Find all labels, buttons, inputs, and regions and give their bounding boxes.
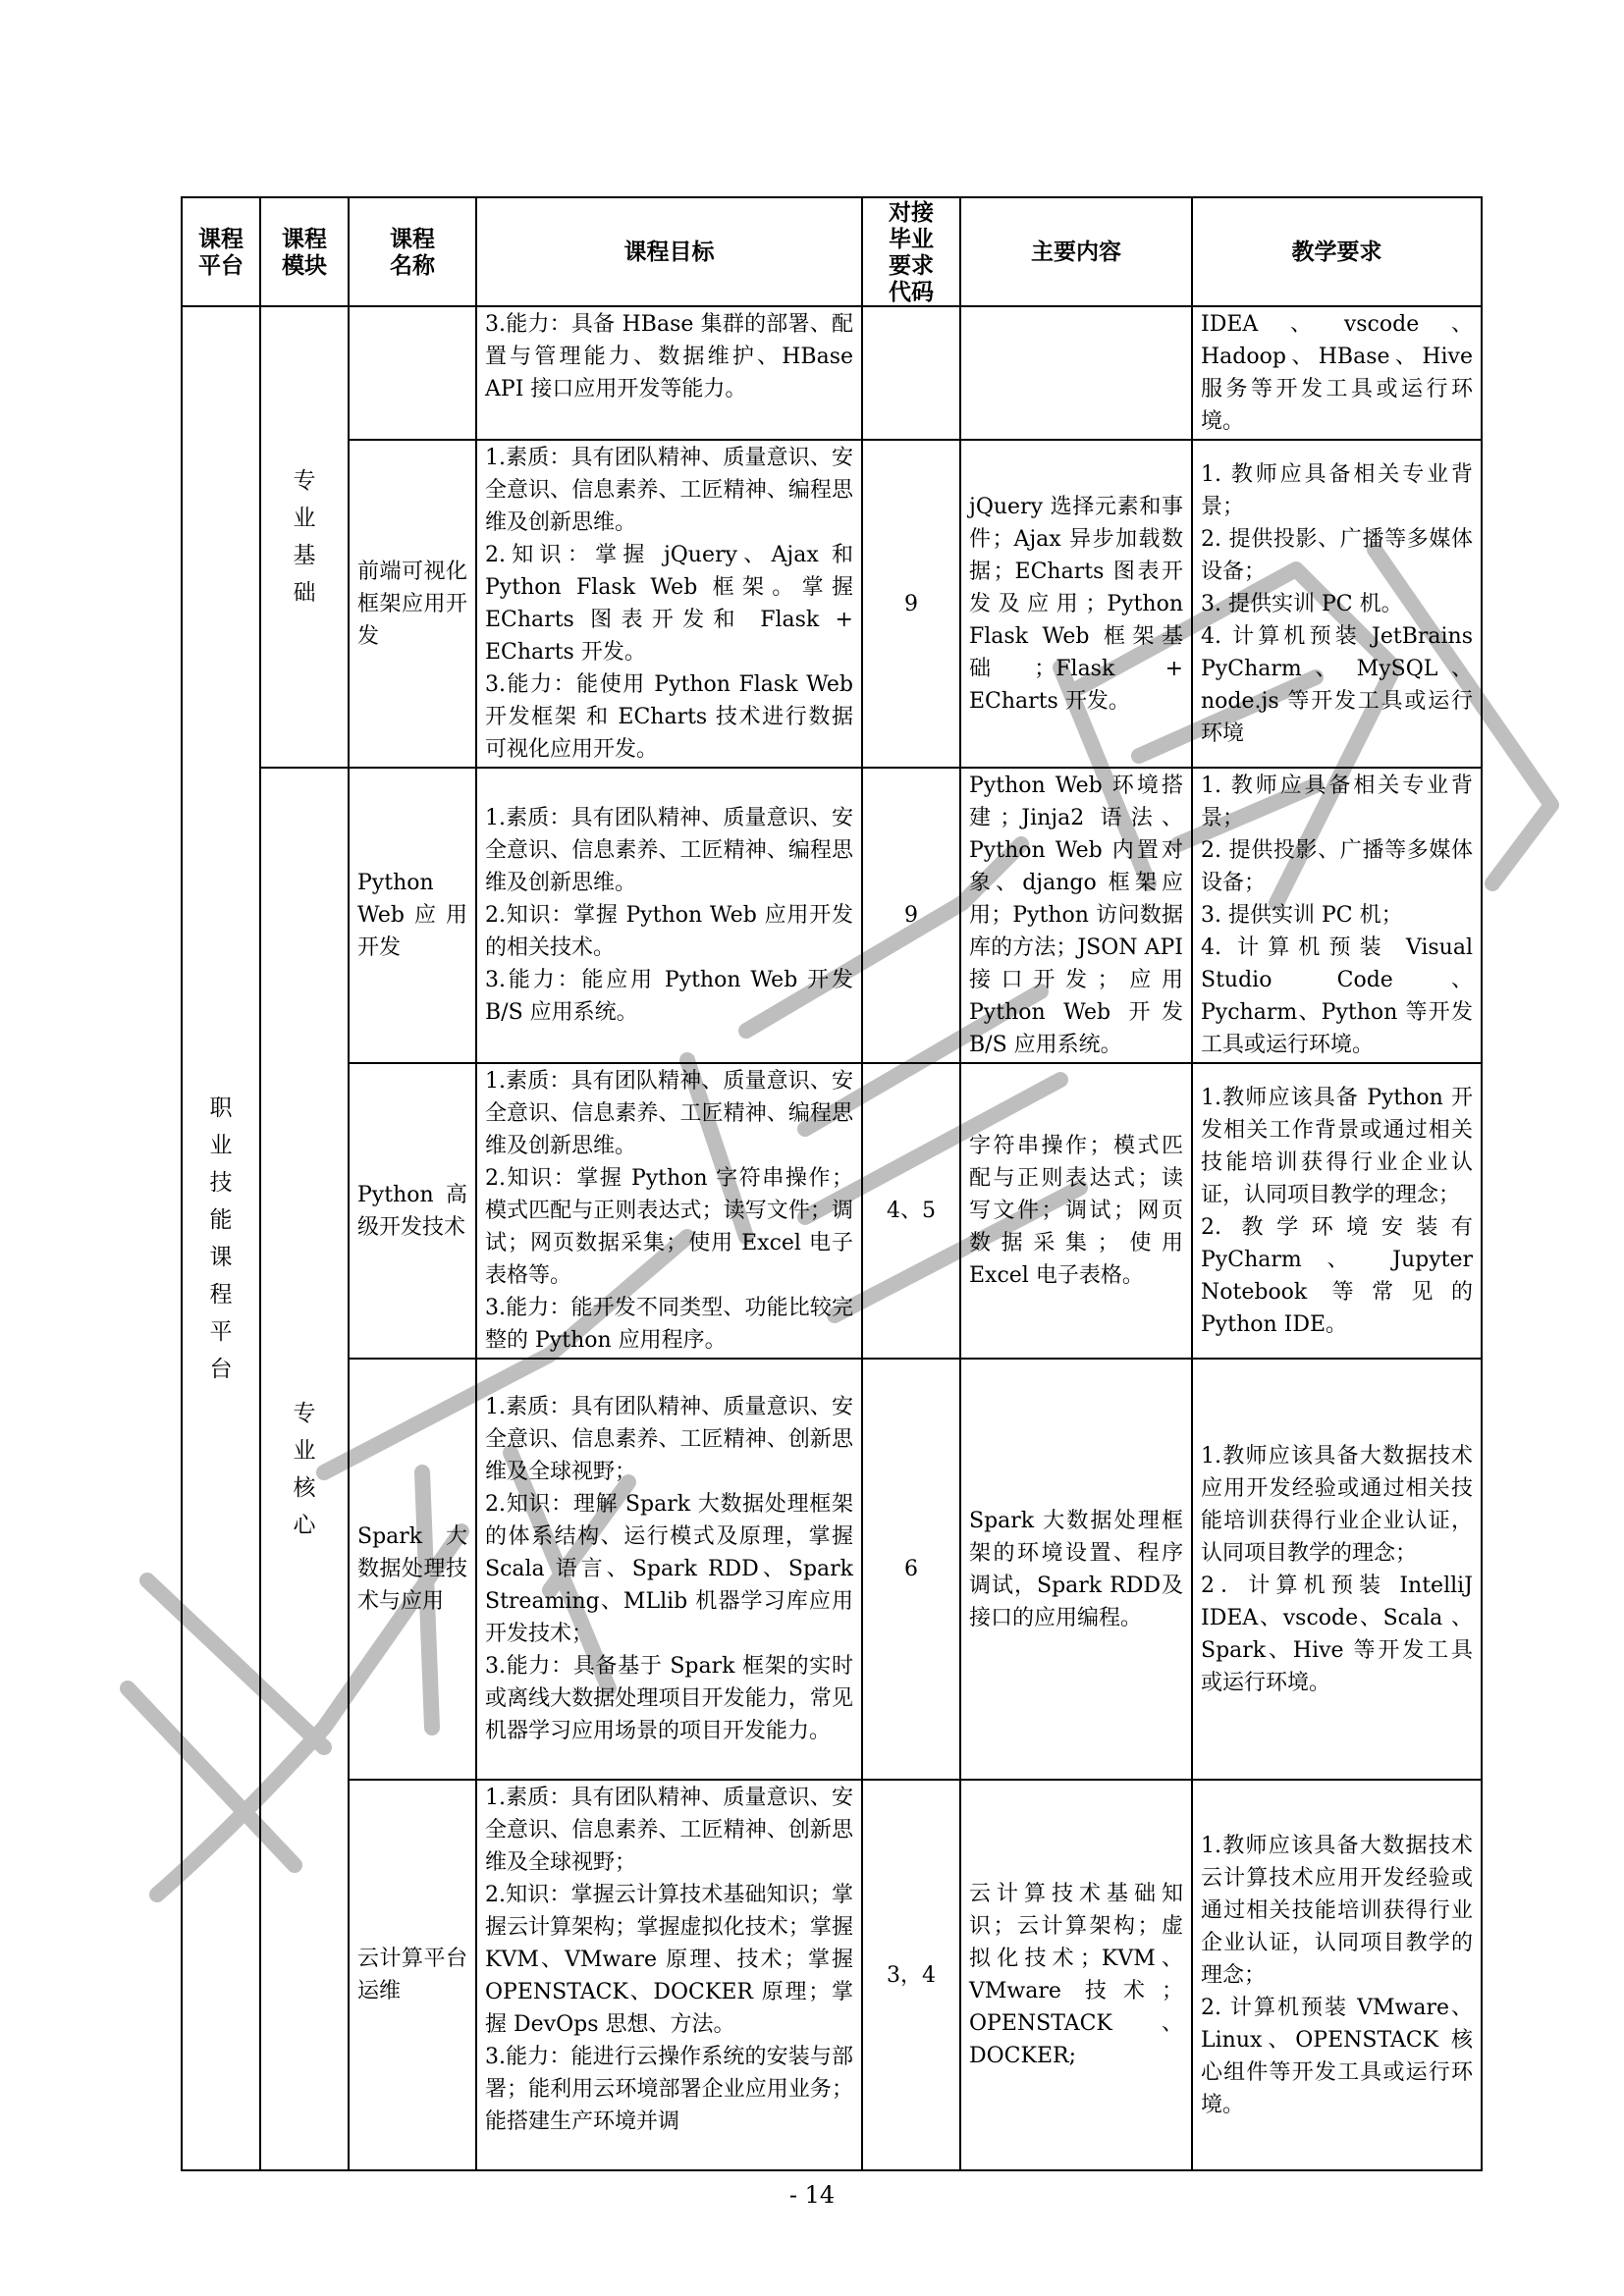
course-name: 云计算平台运维 — [357, 1947, 467, 2003]
module-basic-cell — [260, 306, 349, 768]
course-content: 字符串操作；模式匹配与正则表达式；读写文件；调试；网页数据采集；使用 Excel 电子表格。 — [969, 1134, 1183, 1288]
header-platform: 课程 平台 — [182, 197, 260, 306]
goal-item: 3.能力：具备 HBase 集群的部署、配置与管理能力、数据维护、HBase API 接口应用开发等能力。 — [485, 312, 853, 401]
course-content-cell — [960, 768, 1192, 1063]
course-requirement-cell — [1192, 440, 1482, 768]
goal-item: 3.能力：能应用 Python Web 开发 B/S 应用系统。 — [485, 968, 853, 1025]
course-code-cell — [862, 306, 960, 440]
course-goal-cell — [476, 768, 862, 1063]
goal-item: 3.能力：能使用 Python Flask Web 开发框架 和 ECharts 技术进行数据可视化应用开发。 — [485, 672, 853, 762]
course-content: jQuery 选择元素和事件；Ajax 异步加载数据；ECharts 图表开发及应用；Python Flask Web 框架基础；Flask + ECharts 开发。 — [969, 494, 1183, 714]
table-row — [182, 1063, 1482, 1359]
course-requirement-cell — [1192, 1359, 1482, 1780]
module-core-cell — [260, 768, 349, 2170]
header-module: 课程 模块 — [260, 197, 349, 306]
requirement-item: 2. 计算机预装 VMware、Linux、OPENSTACK 核心组件等开发工具或运行环境。 — [1201, 1995, 1473, 2117]
module-basic-label: 专 业 基 础 — [293, 468, 316, 606]
course-requirement-cell — [1192, 768, 1482, 1063]
header-name: 课程 名称 — [349, 197, 476, 306]
goal-item: 1.素质：具有团队精神、质量意识、安全意识、信息素养、工匠精神、创新思维及全球视野； — [485, 1395, 853, 1484]
requirement-item: 1. 教师应具备相关专业背景； — [1201, 774, 1473, 830]
page-number: - 14 — [788, 2181, 836, 2209]
goal-item: 3.能力：能进行云操作系统的安装与部署；能利用云环境部署企业应用业务；能搭建生产环境并调 — [485, 2045, 853, 2134]
platform-label: 职 业 技 能 课 程 平 台 — [209, 1095, 233, 1382]
module-core-label: 专 业 核 心 — [293, 1400, 316, 1538]
goal-item: 2.知识：掌握 Python 字符串操作；模式匹配与正则表达式；读写文件；调试；网页数据采集；使用 Excel 电子表格等。 — [485, 1166, 853, 1288]
table-row — [182, 1780, 1482, 2170]
table-row — [182, 440, 1482, 768]
goal-item: 2.知识：掌握云计算技术基础知识；掌握云计算架构；掌握虚拟化技术；掌握 KVM、VMware 原理、技术；掌握 OPENSTACK、DOCKER 原理；掌握 DevOps 思想、方法。 — [485, 1883, 853, 2037]
course-content: 云计算技术基础知识；云计算架构；虚拟化技术；KVM、VMware 技术；OPENSTACK、DOCKER; — [969, 1882, 1183, 2068]
requirement-item: 4. 计算机预装 Visual Studio Code、Pycharm、Python 等开发工具或运行环境。 — [1201, 935, 1473, 1057]
requirement-item: 3. 提供实训 PC 机。 — [1201, 591, 1403, 616]
course-code-cell: 4、5 — [862, 1063, 960, 1359]
goal-item: 3.能力：能开发不同类型、功能比较完整的 Python 应用程序。 — [485, 1296, 853, 1353]
course-content: Python Web 环境搭建；Jinja2 语法、Python Web 内置对象、django 框架应用；Python 访问数据库的方法；JSON API 接口开发；应用 Python Web 开发 B/S 应用系统。 — [969, 774, 1183, 1057]
table-header-row — [182, 197, 1482, 306]
course-name: Spark 大数据处理技术与应用 — [357, 1524, 467, 1614]
course-name-cell — [349, 768, 476, 1063]
course-name-cell — [349, 1359, 476, 1780]
course-code-cell: 6 — [862, 1359, 960, 1780]
requirement-item: 3. 提供实训 PC 机； — [1201, 903, 1403, 928]
course-goal-cell — [476, 1780, 862, 2170]
course-requirement-cell — [1192, 1780, 1482, 2170]
course-content-cell — [960, 1780, 1192, 2170]
requirement-item: 1.教师应该具备大数据技术云计算技术应用开发经验或通过相关技能培训获得行业企业认证，认同项目教学的理念； — [1201, 1833, 1473, 1988]
goal-item: 1.素质：具有团队精神、质量意识、安全意识、信息素养、工匠精神、编程思维及创新思维。 — [485, 1069, 853, 1158]
course-goal-cell — [476, 306, 862, 440]
course-name: 前端可视化框架应用开发 — [357, 559, 467, 649]
course-name-cell — [349, 1780, 476, 2170]
course-content-cell — [960, 306, 1192, 440]
goal-item: 3.能力：具备基于 Spark 框架的实时或离线大数据处理项目开发能力，常见机器学习应用场景的项目开发能力。 — [485, 1654, 853, 1743]
goal-item: 2.知识：理解 Spark 大数据处理框架的体系结构、运行模式及原理，掌握 Scala 语言、Spark RDD、Spark Streaming、MLlib 机器学习库应用开发技术； — [485, 1492, 853, 1646]
requirement-item: 4. 计算机预装 JetBrains PyCharm 、 MySQL 、node.js 等开发工具或运行环境 — [1201, 623, 1473, 746]
course-content-cell — [960, 440, 1192, 768]
course-table — [181, 196, 1483, 2171]
goal-item: 1.素质：具有团队精神、质量意识、安全意识、信息素养、工匠精神、创新思维及全球视野； — [485, 1786, 853, 1875]
course-requirement-cell — [1192, 1063, 1482, 1359]
goal-item: 1.素质：具有团队精神、质量意识、安全意识、信息素养、工匠精神、编程思维及创新思维。 — [485, 446, 853, 535]
course-goal-cell — [476, 1063, 862, 1359]
course-code-cell: 9 — [862, 768, 960, 1063]
course-code-cell: 9 — [862, 440, 960, 768]
header-requirement: 教学要求 — [1192, 197, 1482, 306]
requirement-item: 2．计算机预装 IntelliJ IDEA、vscode、Scala 、Spark、Hive 等开发工具或运行环境。 — [1201, 1573, 1473, 1695]
goal-item: 2.知识：掌握 Python Web 应用开发的相关技术。 — [485, 903, 853, 960]
table-row — [182, 768, 1482, 1063]
course-name-cell — [349, 440, 476, 768]
course-name-cell — [349, 1063, 476, 1359]
course-name — [350, 372, 475, 374]
course-content — [961, 372, 1191, 374]
header-goal: 课程目标 — [476, 197, 862, 306]
table-row — [182, 1359, 1482, 1780]
course-goal-cell — [476, 440, 862, 768]
goal-item: 1.素质：具有团队精神、质量意识、安全意识、信息素养、工匠精神、编程思维及创新思维。 — [485, 806, 853, 895]
requirement-item: 1.教师应该具备大数据技术应用开发经验或通过相关技能培训获得行业企业认证，认同项目教学的理念； — [1201, 1443, 1473, 1566]
course-content-cell — [960, 1063, 1192, 1359]
course-name: Python 高级开发技术 — [357, 1182, 467, 1240]
course-content: Spark 大数据处理框架的环境设置、程序调试，Spark RDD及接口的应用编程。 — [969, 1508, 1183, 1630]
requirement-item: 2. 提供投影、广播等多媒体设备； — [1201, 526, 1473, 584]
requirement-item: IDEA、vscode、Hadoop、HBase、Hive 服务等开发工具或运行环境。 — [1201, 312, 1473, 434]
platform-cell — [182, 306, 260, 2170]
course-code-cell: 3，4 — [862, 1780, 960, 2170]
table-row — [182, 306, 1482, 440]
header-code: 对接 毕业 要求 代码 — [862, 197, 960, 306]
course-goal-cell — [476, 1359, 862, 1780]
course-name: Python Web应用开发 — [357, 871, 467, 960]
requirement-item: 1.教师应该具备 Python 开发相关工作背景或通过相关技能培训获得行业企业认证，认同项目教学的理念； — [1201, 1085, 1473, 1207]
requirement-item: 1. 教师应具备相关专业背景； — [1201, 461, 1473, 519]
course-content-cell — [960, 1359, 1192, 1780]
header-content: 主要内容 — [960, 197, 1192, 306]
course-requirement-cell — [1192, 306, 1482, 440]
requirement-item: 2. 提供投影、广播等多媒体设备； — [1201, 838, 1473, 895]
requirement-item: 2. 教学环境安装有 PyCharm 、 Jupyter Notebook 等常见的 Python IDE。 — [1201, 1214, 1473, 1337]
goal-item: 2.知识：掌握 jQuery、Ajax 和 Python Flask Web 框架。掌握 ECharts 图表开发和 Flask + ECharts 开发。 — [485, 543, 853, 665]
course-name-cell — [349, 306, 476, 440]
